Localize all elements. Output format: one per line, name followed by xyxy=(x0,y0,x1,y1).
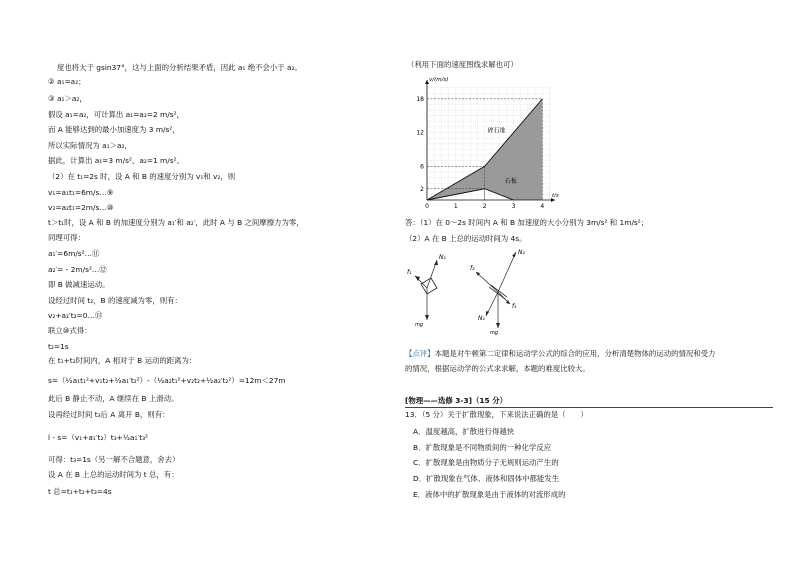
force-label-n2: N₂ xyxy=(518,249,525,256)
solution-line: 假设 a₁=a₂，可计算出 a₁=a₂=2 m/s²， xyxy=(48,110,184,119)
force-label-n1-b: N₁ xyxy=(478,315,485,322)
solution-line: t＞t₁时，设 A 和 B 的加速度分别为 a₁′和 a₂′，此时 A 与 B 之间摩擦力为零， xyxy=(48,218,304,227)
x-tick-label: 0 xyxy=(425,203,429,210)
solution-line: 设 A 在 B 上总的运动时间为 t 总，有： xyxy=(48,470,179,479)
question-13: 13．（5 分）关于扩散现象，下来说法正确的是（ ） xyxy=(405,410,588,419)
x-axis-label: t/s xyxy=(552,193,559,199)
solution-line: v₂=a₂t₁=2m/s…⑩ xyxy=(48,203,114,212)
y-axis-label: v/(m/s) xyxy=(429,77,449,83)
y-tick-label: 2 xyxy=(420,185,424,193)
force-diagram-b xyxy=(460,246,540,336)
x-tick-label: 1 xyxy=(453,203,458,210)
force-label-f3: f₃ xyxy=(512,303,517,310)
solution-line: a₂′= - 2m/s²…⑫ xyxy=(48,265,107,274)
solution-line: s=（½a₁t₁²+v₁t₂+½a₁′t₂²）-（½a₂t₁²+v₂t₂+½a₂′t₂²）=12m＜27m xyxy=(48,376,286,385)
answer-line-2: （2）A 在 B 上总的运动时间为 4s。 xyxy=(405,234,527,243)
y-tick-label: 6 xyxy=(420,163,424,171)
option-b: B．扩散现象是不同物质间的一种化学反应 xyxy=(413,443,552,452)
option-e: E．液体中的扩散现象是由于液体的对流形成的 xyxy=(413,490,566,499)
section-divider xyxy=(405,407,773,408)
option-d: D．扩散现象在气体、液体和固体中都能发生 xyxy=(413,474,560,483)
force-label-f1: f₁ xyxy=(407,269,412,276)
series-label: 碎石堆 xyxy=(487,127,506,135)
comment-tag: 【点评】 xyxy=(405,349,435,358)
solution-line: a₁′=6m/s²…⑪ xyxy=(48,249,100,258)
solution-line: l - s=（v₁+a₁′t₂）t₃+½a₁′t₃² xyxy=(48,433,149,442)
x-tick-label: 2 xyxy=(482,203,487,210)
answer-line-1: 答：（1）在 0～2s 时间内 A 和 B 加速度的大小分别为 3m/s² 和 1m/s²； xyxy=(405,218,649,227)
force-label-mg-b: mg xyxy=(490,330,499,336)
solution-line: t 总=t₁+t₂+t₃=4s xyxy=(48,487,112,496)
x-tick-label: 4 xyxy=(540,203,545,210)
option-a: A．温度越高，扩散进行得越快 xyxy=(413,427,515,436)
solution-line: ② a₁=a₂； xyxy=(48,77,86,86)
solution-line: 所以实际情况为 a₁＞a₂， xyxy=(48,141,132,150)
force-label-n1-a: N₁ xyxy=(439,254,446,261)
solution-line: v₂+a₂′t₂=0…⑬ xyxy=(48,311,103,320)
section-title: [物理——选修 3-3]（15 分） xyxy=(405,396,508,405)
solution-line: 即 B 做减速运动。 xyxy=(48,280,110,289)
solution-line: 此后 B 静止不动，A 继续在 B 上滑动。 xyxy=(48,394,179,403)
graph-caption: （利用下面的速度图线求解也可） xyxy=(407,60,518,69)
x-tick-label: 3 xyxy=(511,203,516,210)
option-c: C．扩散现象是由物质分子无规则运动产生的 xyxy=(413,458,559,467)
solution-line: t₂=1s xyxy=(48,342,69,351)
solution-line: 可得：t₃=1s（另一解不合题意，舍去） xyxy=(48,455,180,464)
solution-line: v₁=a₁t₁=6m/s…⑨ xyxy=(48,188,114,197)
solution-line: 在 t₁+t₂时间内，A 相对于 B 运动的距离为： xyxy=(48,356,197,365)
solution-line: 同理可得： xyxy=(48,233,85,242)
comment-line-1 xyxy=(405,349,715,359)
comment-text-1: 本题是对牛顿第二定律和运动学公式的综合的应用，分析清楚物体的运动的情况和受力 xyxy=(434,349,716,358)
solution-line: 设经过时间 t₂，B 的速度减为零，则有： xyxy=(48,296,182,305)
force-label-mg-a: mg xyxy=(415,322,424,328)
velocity-time-chart xyxy=(409,72,559,212)
solution-line: 设再经过时间 t₃后 A 离开 B，则有： xyxy=(48,410,170,419)
y-tick-label: 18 xyxy=(416,95,424,103)
solution-line: （2）在 t₁=2s 时，设 A 和 B 的速度分别为 v₁和 v₂，则 xyxy=(48,172,236,181)
comment-line-2: 的情况，根据运动学的公式求求解，本题的难度比较大。 xyxy=(405,364,590,373)
force-label-f2: f₂ xyxy=(470,265,475,272)
solution-line: 而 A 能够达到的最小加速度为 3 m/s²， xyxy=(48,125,180,134)
solution-line: ③ a₁＞a₂， xyxy=(48,94,87,103)
solution-line: 联立⑩式得： xyxy=(48,326,92,335)
y-tick-label: 12 xyxy=(416,129,424,137)
solution-line: 据此，计算出 a₁=3 m/s²，a₂=1 m/s²。 xyxy=(48,156,184,165)
solution-line: 度也将大于 gsin37°，这与上面的分析结果矛盾，因此 a₁ 绝不会小于 a₂。 xyxy=(57,63,302,72)
series-label: 石板 xyxy=(504,178,517,186)
